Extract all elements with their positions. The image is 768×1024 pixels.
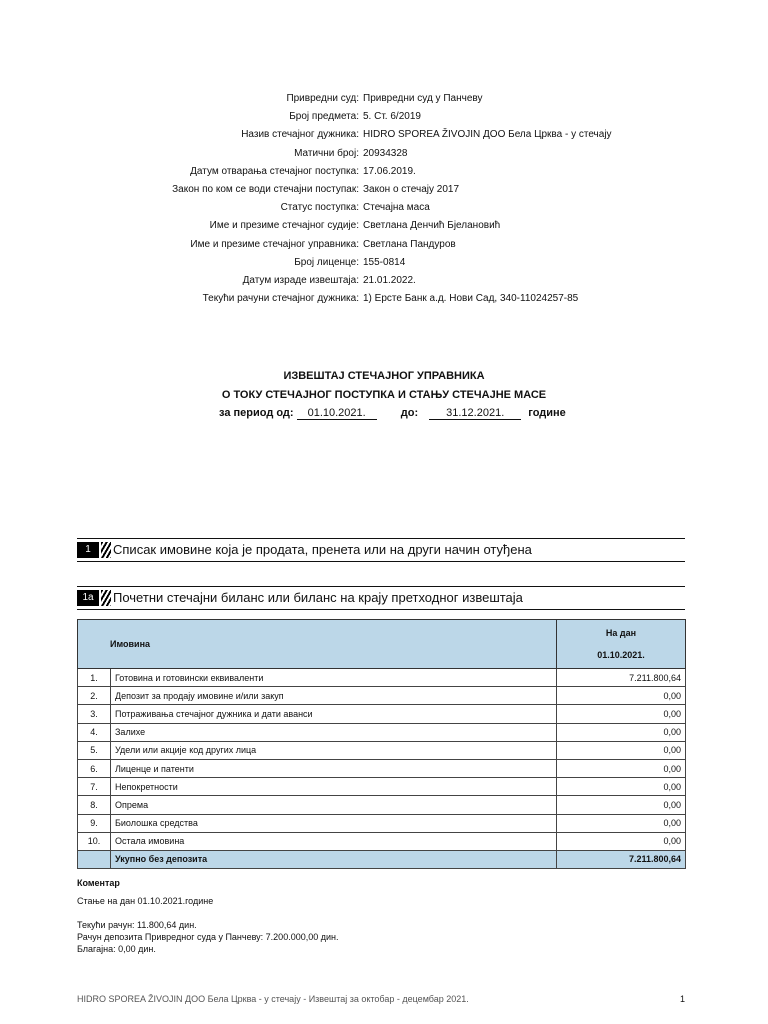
report-title-line1: ИЗВЕШТАЈ СТЕЧАЈНОГ УПРАВНИКА [283,370,485,382]
info-value: 20934328 [363,147,408,159]
row-number: 5. [78,741,111,759]
row-number: 6. [78,759,111,777]
row-name: Залихе [111,723,557,741]
section-number-badge: 1a [77,590,99,606]
info-value: 17.06.2019. [363,165,416,177]
info-label: Матични број: [294,147,359,159]
period-suffix: године [528,407,566,419]
table-row [78,832,686,850]
report-title-line2: О ТОКУ СТЕЧАЈНОГ ПОСТУПКА И СТАЊУ СТЕЧАЈНЕ МАСЕ [221,389,547,401]
row-value: 0,00 [557,759,686,777]
section-title: Почетни стечајни биланс или биланс на крају претходног извештаја [113,590,523,605]
stripes-decoration [101,542,111,558]
info-label: Број лиценце: [294,256,359,268]
row-number: 10. [78,832,111,850]
row-value: 0,00 [557,814,686,832]
info-row-report-date [0,272,768,290]
info-value: Стечајна маса [363,202,430,214]
info-label: Статус поступка: [280,202,359,214]
info-label: Име и презиме стечајног судије: [209,220,359,232]
period-from: 01.10.2021. [297,407,377,420]
table-row [78,723,686,741]
info-row-status [0,199,768,217]
row-number: 4. [78,723,111,741]
section-1a-header [77,586,685,610]
info-label: Назив стечајног дужника: [241,129,359,141]
page-number: 1 [679,994,685,1004]
info-value: Закон о стечају 2017 [363,183,460,195]
row-name: Непокретности [111,778,557,796]
stripes-decoration [101,590,111,606]
info-row-administrator [0,236,768,254]
row-number: 9. [78,814,111,832]
info-label: Закон по ком се води стечајни поступак: [172,183,359,195]
info-row-law [0,181,768,199]
table-row [78,814,686,832]
info-row-court [0,90,768,108]
row-name: Лиценце и патенти [111,759,557,777]
row-number: 3. [78,705,111,723]
info-row-case-number [0,108,768,126]
info-row-bank-accounts [0,290,768,308]
table-total-row [78,850,686,868]
table-row [78,687,686,705]
info-value: 155-0814 [363,256,406,268]
table-row [78,705,686,723]
info-label: Број предмета: [289,111,359,123]
footer-text: HIDRO SPOREA ŽIVOJIN ДОО Бела Црква - у стечају - Извештај за октобар - децембар 2021. [77,994,469,1004]
row-value: 0,00 [557,778,686,796]
row-name: Удели или акције код других лица [111,741,557,759]
info-value: 21.01.2022. [363,274,416,286]
period-from-label: за период од: [219,407,294,419]
report-period [219,407,566,420]
table-row [78,796,686,814]
comment-heading: Коментар [77,878,120,888]
info-row-opening-date [0,163,768,181]
row-value: 0,00 [557,723,686,741]
comment-line-4: Благајна: 0,00 дин. [77,944,156,954]
section-1-header [77,538,685,562]
info-label: Текући рачуни стечајног дужника: [202,293,359,305]
row-value: 0,00 [557,796,686,814]
info-row-debtor-name [0,126,768,144]
row-name: Потраживања стечајног дужника и дати аванси [111,705,557,723]
table-row [78,759,686,777]
info-value: Светлана Денчић Бјелановић [363,220,501,232]
comment-line-3: Рачун депозита Привредног суда у Панчеву: 7.200.000,00 дин. [77,932,339,942]
table-row [78,741,686,759]
comment-line-2: Текући рачун: 11.800,64 дин. [77,920,197,930]
period-to: 31.12.2021. [429,407,521,420]
section-title: Списак имовине која је продата, пренета или на други начин отуђена [113,542,532,557]
table-row [78,669,686,687]
info-value: HIDRO SPOREA ŽIVOJIN ДОО Бела Црква - у стечају [363,129,612,141]
header-date-value: 01.10.2021. [597,650,645,660]
row-value: 7.211.800,64 [557,669,686,687]
total-label: Укупно без депозита [111,850,557,868]
table-row [78,778,686,796]
row-name: Биолошка средства [111,814,557,832]
row-value: 0,00 [557,705,686,723]
period-to-label: до: [400,407,419,419]
row-number: 1. [78,669,111,687]
comment-line-1: Стање на дан 01.10.2021.године [77,896,214,906]
table-header-row [78,620,686,669]
info-label: Привредни суд: [286,93,359,104]
row-number: 7. [78,778,111,796]
section-number-badge: 1 [77,542,99,558]
case-info [0,90,768,308]
total-value: 7.211.800,64 [557,850,686,868]
info-row-judge [0,217,768,235]
row-value: 0,00 [557,832,686,850]
row-value: 0,00 [557,687,686,705]
page-footer [77,994,685,1004]
balance-table [77,619,686,869]
info-label: Име и презиме стечајног управника: [190,238,359,250]
row-name: Депозит за продају имовине и/или закуп [111,687,557,705]
info-value: Светлана Пандуров [363,238,456,250]
row-name: Готовина и готовински еквиваленти [111,669,557,687]
info-value: 5. Ст. 6/2019 [363,111,421,123]
info-label: Датум отварања стечајног поступка: [190,165,359,177]
header-asset: Имовина [78,620,557,669]
info-value: Привредни суд у Панчеву [363,93,483,104]
info-label: Датум израде извештаја: [242,274,359,286]
info-value: 1) Ерсте Банк а.д. Нови Сад, 340-11024257-85 [363,293,579,305]
info-row-license [0,254,768,272]
row-number: 8. [78,796,111,814]
row-name: Остала имовина [111,832,557,850]
info-row-registration-number [0,145,768,163]
header-date [557,620,686,669]
header-date-label: На дан [605,628,637,638]
row-name: Опрема [111,796,557,814]
row-number: 2. [78,687,111,705]
row-value: 0,00 [557,741,686,759]
